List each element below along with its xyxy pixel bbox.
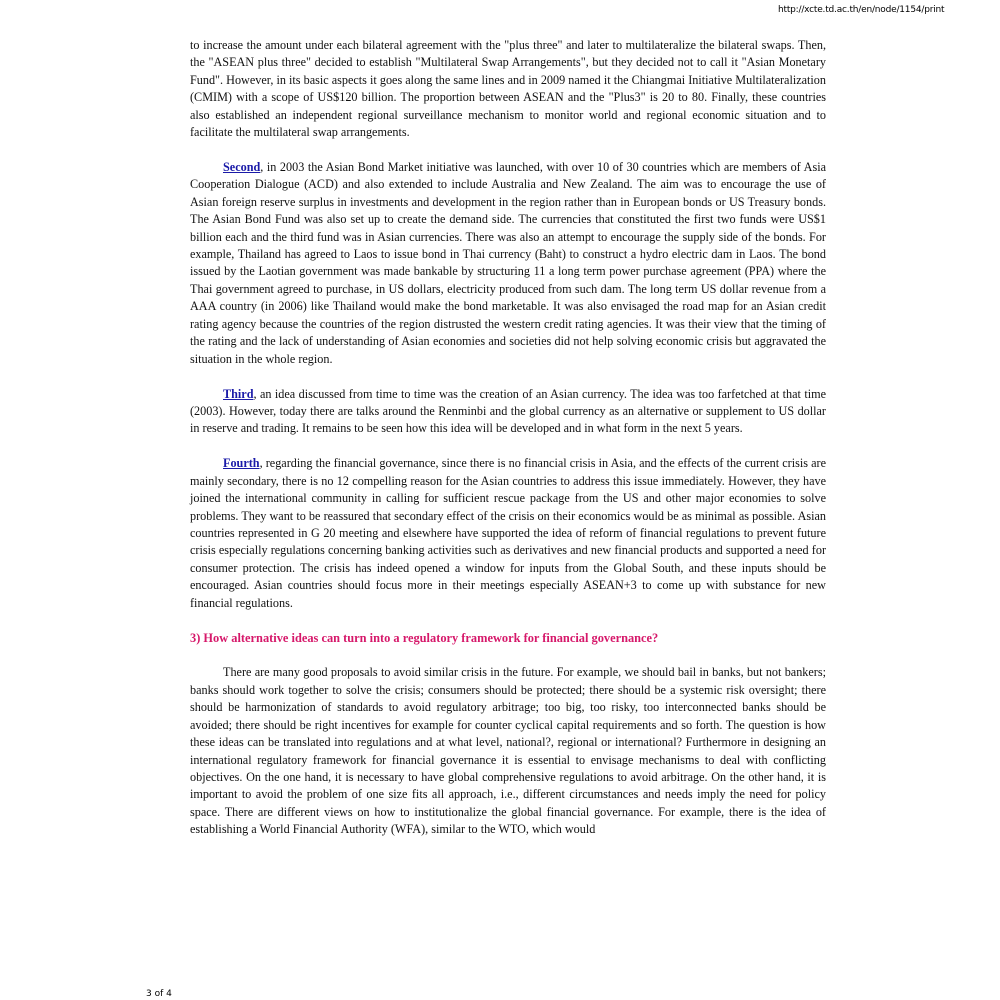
lead-link-third[interactable]: Third [223, 386, 254, 401]
document-body [190, 37, 826, 856]
paragraph-proposals [190, 664, 826, 838]
paragraph-text: to increase the amount under each bilateral agreement with the "plus three" and later to multilateralize the bilateral swaps. Then, the "ASEAN plus three" decided to establish "Multilateral Swap Arrangements", but they decided not to call it "Asian Monetary Fund". However, in its basic aspects it goes along the same lines and in 2009 named it the Chiangmai Initiative Multilateralization (CMIM) with a scope of US$120 billion. The proportion between ASEAN and the "Plus3" is 20 to 80. Finally, these countries also established an independent regional surveillance mechanism to monitor world and regional economic situation and to facilitate the multilateral swap arrangements. [190, 38, 826, 140]
paragraph-text: There are many good proposals to avoid similar crisis in the future. For example, we should bail in banks, but not bankers; banks should work together to solve the crisis; consumers should be protected; there should be a systemic risk oversight; there should be harmonization of standards to avoid regulatory arbitrage; too big, too risky, too interconnected banks should be avoided; there should be right incentives for example for counter cyclical capital requirements and so forth. The question is how these ideas can be translated into regulations and at what level, national?, regional or international? Furthermore in designing an international regulatory framework for financial governance it is essential to envisage mechanisms to deal with conflicting objectives. On the one hand, it is necessary to have global comprehensive regulations to avoid arbitrage. On the other hand, it is important to avoid the problem of one size fits all approach, i.e., different circumstances and needs imply the need for policy space. There are different views on how to institutionalize the global financial governance. For example, there is the idea of establishing a World Financial Authority (WFA), similar to the WTO, which would [190, 665, 826, 837]
section-heading: 3) How alternative ideas can turn into a regulatory framework for financial governance? [190, 630, 659, 645]
paragraph-text: , regarding the financial governance, since there is no financial crisis in Asia, and the effects of the current crisis are mainly secondary, there is no 12 compelling reason for the Asian countries to address this issue immediately. However, they have joined the international community in calling for sufficient rescue package from the US and other major economies to solve problems. They want to be reassured that secondary effect of the crisis on their economics would be as minimal as possible. Asian countries represented in G 20 meeting and elsewhere have supported the idea of reform of financial regulations to prevent future crisis especially regulations concerning banking activities such as derivatives and new financial products and supported a need for consumer protection. The crisis has indeed opened a window for inputs from the Global South, and these inputs should be encouraged. Asian countries should focus more in their meetings especially ASEAN+3 to come up with substance for new financial regulations. [190, 456, 826, 610]
lead-link-fourth[interactable]: Fourth [223, 456, 260, 471]
lead-link-second[interactable]: Second [223, 160, 261, 175]
paragraph-text: , an idea discussed from time to time was the creation of an Asian currency. The idea was too farfetched at that time (2003). However, today there are talks around the Renminbi and the global currency as an alternative or supplement to US dollar in reserve and trading. It remains to be seen how this idea will be developed and in what form in the next 5 years. [190, 386, 826, 436]
paragraph-third [190, 386, 826, 438]
paragraph-second [190, 159, 826, 368]
paragraph-fourth [190, 455, 826, 612]
page-url: http://xcte.td.ac.th/en/node/1154/print [778, 5, 945, 15]
paragraph-cmim [190, 37, 826, 141]
paragraph-text: , in 2003 the Asian Bond Market initiative was launched, with over 10 of 30 countries which are members of Asia Cooperation Dialogue (ACD) and also extended to include Australia and New Zealand. The aim was to encourage the use of Asian foreign reserve surplus in investments and development in the region rather than in European bonds or US Treasury bonds. The Asian Bond Fund was also set up to create the demand side. The currencies that constituted the first two funds were US$1 billion each and the third fund was in Asian currencies. There was also an attempt to encourage the supply side of the bonds. For example, Thailand has agreed to Laos to issue bond in Thai currency (Baht) to construct a hydro electric dam in Laos. The bond issued by the Laotian government was made bankable by structuring 11 a long term power purchase agreement (PPA) where the Thai government agreed to purchase, in US dollars, electricity produced from such dam. The long term US dollar revenue from a AAA country (in 2006) like Thailand would make the bond marketable. It was also envisaged the road map for an Asian credit rating agency because the countries of the region distrusted the western credit rating agencies. It was their view that the timing of the rating and the lack of understanding of Asian economies and societies did not help solving economic crisis but aggravated the situation in the whole region. [190, 160, 826, 366]
page-indicator: 3 of 4 [146, 989, 172, 999]
